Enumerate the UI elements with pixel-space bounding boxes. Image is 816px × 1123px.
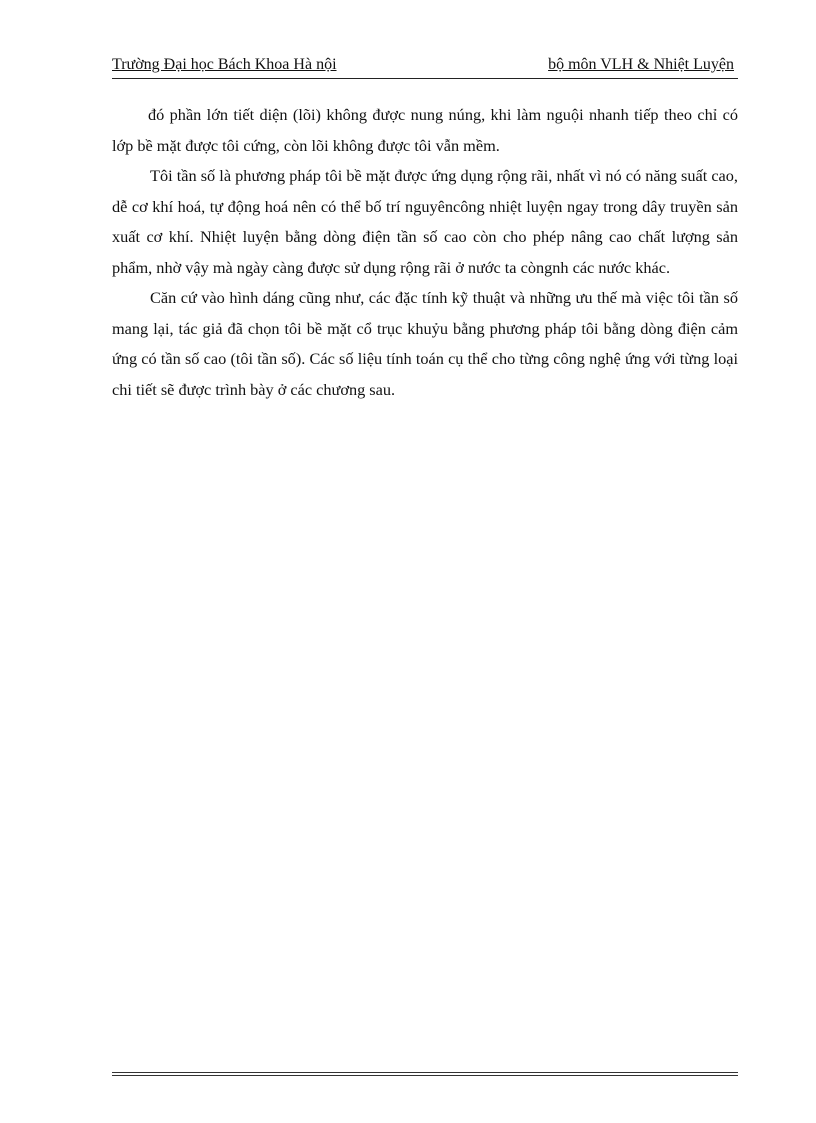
footer-rule-bottom — [112, 1075, 738, 1076]
footer-rule-top — [112, 1072, 738, 1073]
paragraph-1: đó phần lớn tiết diện (lõi) không được nung núng, khi làm nguội nhanh tiếp theo chỉ có lớp bề mặt được tôi cứng, còn lõi không được tôi vẫn mềm. — [112, 105, 738, 155]
document-body — [112, 100, 738, 405]
header-department: bộ môn VLH & Nhiệt Luyện — [548, 56, 734, 73]
header-university: Trường Đại học Bách Khoa Hà nội — [112, 56, 337, 73]
paragraph-3: Căn cứ vào hình dáng cũng như, các đặc tính kỹ thuật và những ưu thế mà việc tôi tần số mang lại, tác giả đã chọn tôi bề mặt cổ trục khuỷu bằng phương pháp tôi bằng dòng điện cảm ứng có tần số cao (tôi tần số). Các số liệu tính toán cụ thể cho từng công nghệ ứng với từng loại chi tiết sẽ được trình bày ở các chương sau. — [112, 288, 738, 399]
paragraph-2: Tôi tần số là phương pháp tôi bề mặt được ứng dụng rộng rãi, nhất vì nó có năng suất cao, dễ cơ khí hoá, tự động hoá nên có thể bố trí nguyêncông nhiệt luyện ngay trong dây truyền sản xuất cơ khí. Nhiệt luyện bằng dòng điện tần số cao còn cho phép nâng cao chất lượng sản phẩm, nhờ vậy mà ngày càng được sử dụng rộng rãi ở nước ta còngnh các nước khác. — [112, 166, 738, 277]
page-header — [112, 52, 738, 79]
